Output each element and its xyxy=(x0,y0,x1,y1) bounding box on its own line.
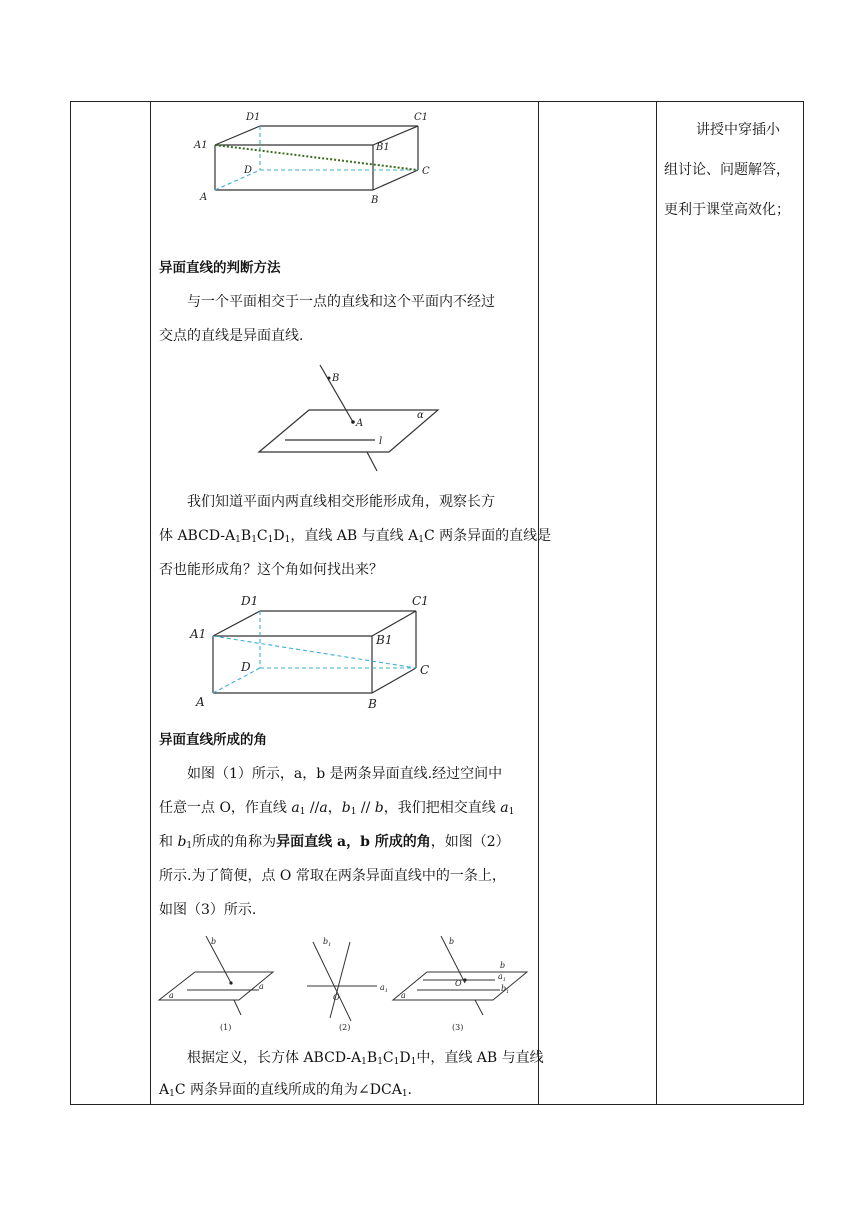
sidebar-note-line: 组讨论、问题解答， xyxy=(664,162,790,178)
svg-text:b1: $b_1$ xyxy=(501,984,510,995)
vertex-label: B xyxy=(368,697,377,711)
svg-text:b1: $b_1$ xyxy=(323,937,332,948)
paragraph-line: 任意一点 O，作直线 $a_1$ //a，$b_1$ // b，我们把相交直线 $a_1$ xyxy=(159,800,515,817)
vertex-label: B xyxy=(371,195,379,206)
paragraph-line: 我们知道平面内两直线相交形能形成角，观察长方 xyxy=(187,494,495,510)
vertex-label: C xyxy=(422,166,430,177)
paragraph-line: 与一个平面相交于一点的直线和这个平面内不经过 xyxy=(187,294,495,310)
figure-caption: (2) xyxy=(339,1023,351,1032)
svg-text:b: b xyxy=(500,961,506,970)
paragraph-line: 否也能形成角？这个角如何找出来？ xyxy=(159,562,383,578)
figure-caption: (3) xyxy=(452,1023,464,1032)
vertex-label: C1 xyxy=(412,594,429,608)
paragraph-line: 如图（3）所示. xyxy=(159,902,257,918)
vertex-label: A1 xyxy=(190,627,207,641)
paragraph-line: 和 $b_1$所成的角称为异面直线 a，b 所成的角，如图（2） xyxy=(159,834,510,851)
point-label: B xyxy=(332,373,340,384)
paragraph-line: 所示.为了简便，点 O 常取在两条异面直线中的一条上， xyxy=(159,868,506,884)
svg-text:b: b xyxy=(449,937,455,946)
vertex-label: A1 xyxy=(194,140,208,151)
svg-text:a: a xyxy=(259,982,264,991)
svg-text:b: b xyxy=(211,937,217,946)
cuboid-figure-dashed xyxy=(186,592,446,714)
vertex-label: D1 xyxy=(241,594,259,608)
cuboid-figure-diagonal xyxy=(188,108,448,208)
svg-text:a1: $a_1$ xyxy=(380,983,388,994)
sidebar-note-line: 更利于课堂高效化； xyxy=(664,202,790,218)
column-divider xyxy=(150,102,151,1104)
vertex-label: C xyxy=(420,663,430,677)
column-divider xyxy=(656,102,657,1104)
vertex-label: D1 xyxy=(246,112,261,123)
vertex-label: B1 xyxy=(376,633,393,647)
column-divider xyxy=(538,102,539,1104)
sidebar-note-line: 讲授中穿插小 xyxy=(696,122,780,138)
point-label: A xyxy=(356,418,364,429)
svg-text:O: O xyxy=(333,993,340,1002)
vertex-label: B1 xyxy=(376,142,390,153)
line-label: l xyxy=(379,436,383,447)
paragraph-line: 根据定义，长方体 ABCD-$A_1B_1C_1D_1$中，直线 AB 与直线 xyxy=(187,1050,544,1067)
svg-text:a1: $a_1$ xyxy=(498,972,506,983)
paragraph-line: 交点的直线是异面直线. xyxy=(159,328,304,344)
plane-line-figure xyxy=(255,360,445,475)
paragraph-line: $A_1C$ 两条异面的直线所成的角为$\angle DCA_1$. xyxy=(159,1082,412,1099)
vertex-label: A xyxy=(200,192,208,203)
svg-text:O: O xyxy=(455,979,462,988)
vertex-label: D xyxy=(244,165,253,176)
svg-text:a: a xyxy=(169,991,174,1000)
vertex-label: C1 xyxy=(414,112,429,123)
figure-caption: (1) xyxy=(220,1023,232,1032)
vertex-label: A xyxy=(196,695,205,709)
svg-text:a: a xyxy=(401,991,406,1000)
paragraph-line: 体 ABCD-$A_1B_1C_1D_1$，直线 AB 与直线 $A_1C$ 两条异面的直线是 xyxy=(159,528,552,545)
skew-lines-figures xyxy=(155,928,535,1036)
paragraph-line: 如图（1）所示，a，b 是两条异面直线.经过空间中 xyxy=(187,766,503,782)
plane-label: α xyxy=(417,410,424,421)
vertex-label: D xyxy=(241,660,251,674)
section-heading: 异面直线的判断方法 xyxy=(159,260,281,276)
section-heading: 异面直线所成的角 xyxy=(159,732,267,748)
